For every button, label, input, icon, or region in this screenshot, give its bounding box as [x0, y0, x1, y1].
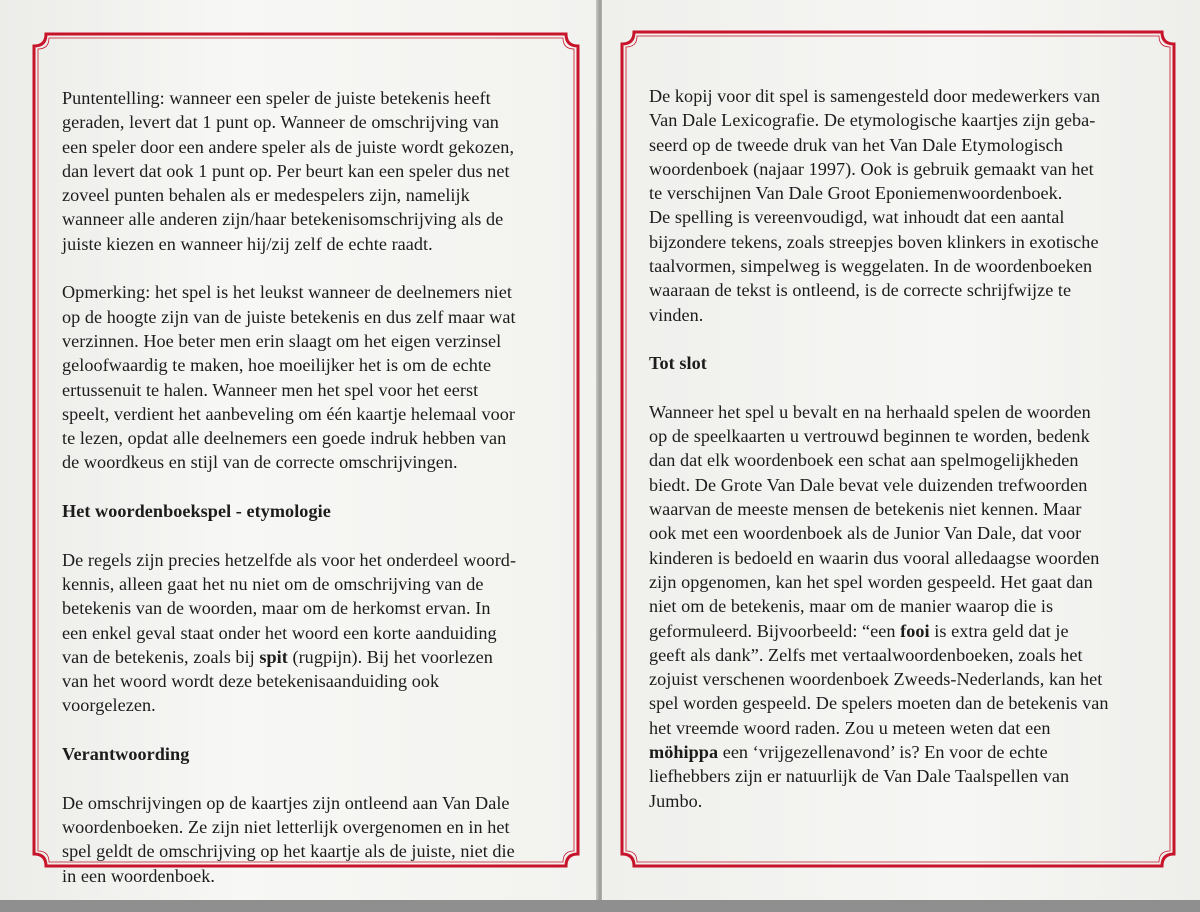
closing-heading: Tot slot	[649, 353, 707, 374]
etymology-paragraph	[62, 548, 562, 718]
copy-line: te verschijnen Van Dale Groot Eponiemenwoordenboek.	[649, 183, 1063, 204]
responsibility-line: in een woordenboek.	[62, 865, 215, 886]
closing-line: liefhebbers zijn er natuurlijk de Van Dale Taalspellen van	[649, 766, 1070, 787]
left-page	[0, 0, 598, 900]
closing-line: zijn opgenomen, kan het spel worden gespeeld. Het gaat dan	[649, 571, 1093, 592]
scoring-paragraph	[62, 86, 562, 256]
scoring-line: dan levert dat ook 1 punt op. Per beurt kan een speler dus net	[62, 160, 510, 181]
copy-line: bijzondere tekens, zoals streepjes boven klinkers in exotische	[649, 231, 1099, 252]
closing-line	[649, 740, 1149, 764]
responsibility-heading: Verantwoording	[62, 744, 190, 765]
responsibility-line: woordenboeken. Ze zijn niet letterlijk overgenomen en in het	[62, 816, 510, 837]
scoring-line: juiste kiezen en wanneer hij/zij zelf de echte raadt.	[62, 233, 433, 254]
closing-line: niet om de betekenis, maar om de manier waarop die is	[649, 596, 1054, 617]
etymology-line: voorgelezen.	[62, 695, 156, 716]
closing-text: een ‘vrijgezellenavond’ is? En voor de echte	[718, 742, 1048, 763]
scoring-line: zoveel punten behalen als er medespelers zijn, namelijk	[62, 185, 470, 206]
scoring-line: een speler door een andere speler als de juiste wordt gekozen,	[62, 136, 515, 157]
closing-line: zojuist verschenen woordenboek Zweeds-Nederlands, kan het	[649, 669, 1103, 690]
closing-line: het vreemde woord raden. Zou u meteen weten dat een	[649, 717, 1051, 738]
closing-text: is extra geld dat je	[934, 620, 1069, 641]
copy-line: De kopij voor dit spel is samengesteld door medewerkers van	[649, 86, 1100, 106]
responsibility-line: spel geldt de omschrijving op het kaartje als de juiste, niet die	[62, 841, 515, 862]
closing-line: Jumbo.	[649, 790, 703, 811]
copy-line: woordenboek (najaar 1997). Ook is gebruik gemaakt van het	[649, 158, 1094, 179]
remark-line: Opmerking: het spel is het leukst wanneer de deelnemers niet	[62, 282, 512, 303]
remark-line: ertussenuit te halen. Wanneer men het spel voor het eerst	[62, 379, 479, 400]
etymology-text: van de betekenis, zoals bij	[62, 646, 260, 667]
remark-line: te lezen, opdat alle deelnemers een goede indruk hebben van	[62, 428, 507, 449]
copy-line: waaraan de tekst is ontleend, is de correcte schrijfwijze te	[649, 280, 1072, 301]
closing-line: Wanneer het spel u bevalt en na herhaald spelen de woorden	[649, 401, 1091, 422]
remark-line: verzinnen. Hoe beter men erin slaagt om het eigen verzinsel	[62, 330, 502, 351]
scoring-line: Puntentelling: wanneer een speler de juiste betekenis heeft	[62, 88, 491, 108]
etymology-line: van het woord wordt deze betekenisaanduiding ook	[62, 671, 440, 692]
closing-line: geeft als dank”. Zelfs met vertaalwoordenboeken, zoals het	[649, 644, 1083, 665]
closing-paragraph	[649, 400, 1149, 813]
copy-paragraph	[649, 84, 1149, 327]
closing-line: waarvan de meeste mensen de betekenis niet kennen. Maar	[649, 499, 1082, 520]
remark-line: de woordkeus en stijl van de correcte omschrijvingen.	[62, 452, 458, 473]
example-word-mohippa: möhippa	[649, 742, 719, 763]
etymology-line: betekenis van de woorden, maar om de herkomst ervan. In	[62, 598, 491, 619]
copy-line: Van Dale Lexicografie. De etymologische kaartjes zijn geba-	[649, 110, 1096, 131]
remark-line: geloofwaardig te maken, hoe moeilijker het is om de echte	[62, 355, 492, 376]
scoring-line: wanneer alle anderen zijn/haar betekenisomschrijving als de	[62, 209, 504, 230]
remark-line: op de hoogte zijn van de juiste betekenis en dus zelf maar wat	[62, 306, 516, 327]
responsibility-paragraph	[62, 791, 562, 888]
copy-line: taalvormen, simpelweg is weggelaten. In de woordenboeken	[649, 256, 1093, 277]
etymology-line: een enkel geval staat onder het woord een korte aanduiding	[62, 622, 497, 643]
remark-line: speelt, verdient het aanbeveling om één kaartje helemaal voor	[62, 403, 515, 424]
etymology-text: (rugpijn). Bij het voorlezen	[287, 646, 493, 667]
example-word-fooi: fooi	[900, 620, 930, 641]
closing-line	[649, 619, 1149, 643]
closing-line: spel worden gespeeld. De spelers moeten dan de betekenis van	[649, 693, 1109, 714]
closing-line: dan dat elk woordenboek een schat aan spelmogelijkheden	[649, 450, 1079, 471]
etymology-heading: Het woordenboekspel - etymologie	[62, 501, 331, 522]
etymology-line: kennis, alleen gaat het nu niet om de omschrijving van de	[62, 573, 484, 594]
closing-line: biedt. De Grote Van Dale bevat vele duizenden trefwoorden	[649, 474, 1088, 495]
responsibility-line: De omschrijvingen op de kaartjes zijn ontleend aan Van Dale	[62, 792, 510, 813]
copy-line: seerd op de tweede druk van het Van Dale Etymologisch	[649, 134, 1063, 155]
etymology-line: De regels zijn precies hetzelfde als voor het onderdeel woord-	[62, 549, 517, 570]
closing-line: ook met een woordenboek als de Junior Van Dale, dat voor	[649, 523, 1082, 544]
example-word-spit: spit	[259, 646, 288, 667]
copy-line: vinden.	[649, 304, 704, 325]
right-page-text	[649, 84, 1149, 837]
copy-line: De spelling is vereenvoudigd, wat inhoudt dat een aantal	[649, 207, 1065, 228]
etymology-line	[62, 645, 562, 669]
closing-line: kinderen is bedoeld en waarin dus vooral alledaagse woorden	[649, 547, 1100, 568]
closing-text: geformuleerd. Bijvoorbeeld: “een	[649, 620, 896, 641]
left-page-text	[62, 86, 562, 912]
right-page	[602, 0, 1200, 900]
closing-line: op de speelkaarten u vertrouwd beginnen te worden, bedenk	[649, 426, 1090, 447]
remark-paragraph	[62, 280, 562, 474]
scoring-line: geraden, levert dat 1 punt op. Wanneer de omschrijving van	[62, 112, 499, 133]
